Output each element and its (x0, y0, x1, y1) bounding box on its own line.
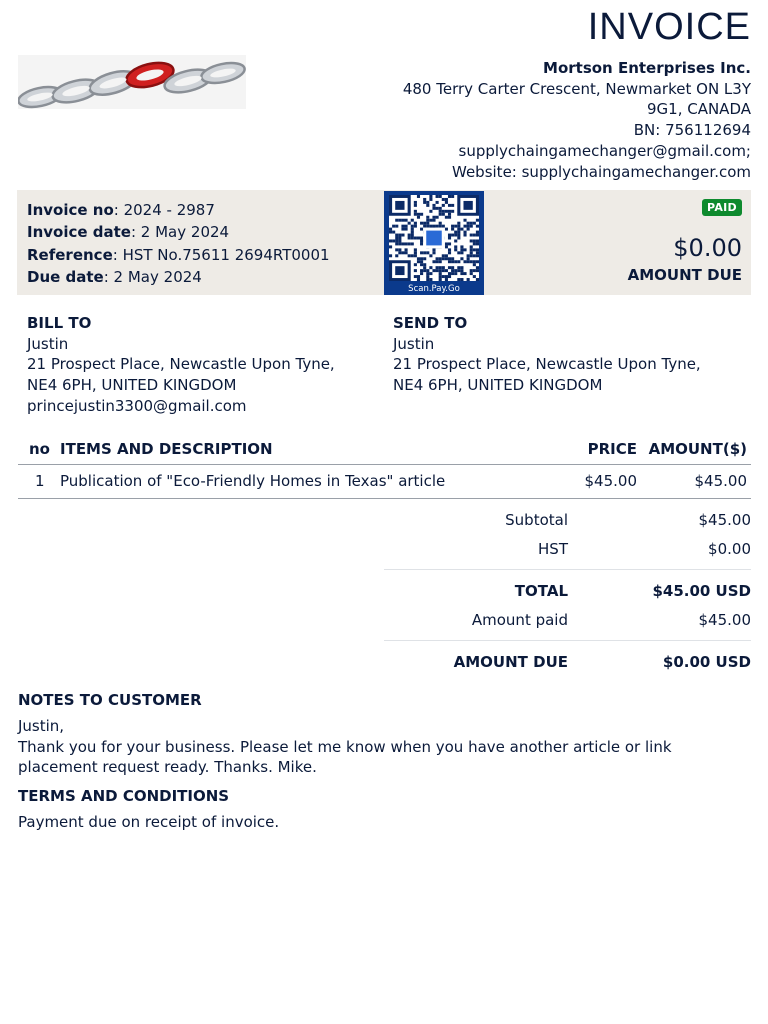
bill-to-email[interactable]: princejustin3300@gmail.com (27, 396, 247, 415)
terms-header: TERMS AND CONDITIONS (18, 787, 230, 805)
company-info (403, 58, 751, 182)
status-badge: PAID (702, 199, 742, 216)
amount-due-value: $0.00 (673, 234, 742, 262)
table-bottom-divider (18, 498, 751, 499)
col-header-no: no (29, 440, 50, 458)
total-label: TOTAL (514, 582, 568, 600)
bill-to-header: BILL TO (27, 314, 92, 332)
row-description: Publication of "Eco-Friendly Homes in Texas" article (60, 472, 446, 490)
company-bn: BN: 756112694 (633, 121, 751, 140)
row-no: 1 (35, 472, 45, 490)
col-header-description: ITEMS AND DESCRIPTION (60, 440, 273, 458)
due-date-label: Due date (27, 267, 104, 286)
due-date-value: : 2 May 2024 (103, 267, 202, 286)
send-to-header: SEND TO (393, 314, 468, 332)
qr-code-icon (389, 195, 479, 281)
notes-line2: Thank you for your business. Please let me know when you have another article or link (18, 737, 672, 756)
bill-to-section (27, 313, 335, 417)
invoice-meta (27, 199, 330, 288)
send-to-line2: NE4 6PH, UNITED KINGDOM (393, 376, 603, 395)
invoice-title: INVOICE (587, 6, 751, 48)
notes-body (18, 716, 718, 778)
amount-due-label: AMOUNT DUE (627, 266, 742, 284)
payment-qr-code[interactable] (384, 191, 484, 295)
bill-to-line2: NE4 6PH, UNITED KINGDOM (27, 376, 237, 395)
total-value: $45.00 USD (652, 582, 751, 600)
invoice-no-value: : 2024 - 2987 (113, 201, 215, 219)
company-address-line2: 9G1, CANADA (646, 100, 751, 119)
final-amount-due-label: AMOUNT DUE (453, 653, 568, 671)
company-website[interactable]: Website: supplychaingamechanger.com (452, 162, 751, 181)
notes-line3: placement request ready. Thanks. Mike. (18, 758, 317, 777)
amount-paid-value: $45.00 (698, 611, 751, 629)
subtotal-value: $45.00 (698, 511, 751, 529)
send-to-name: Justin (393, 334, 435, 353)
send-to-section (393, 313, 701, 396)
notes-header: NOTES TO CUSTOMER (18, 691, 202, 709)
invoice-date-value: : 2 May 2024 (130, 223, 230, 242)
hst-label: HST (538, 540, 568, 558)
reference-value: : HST No.75611 2694RT0001 (112, 245, 330, 264)
amount-paid-label: Amount paid (471, 611, 568, 629)
send-to-line1: 21 Prospect Place, Newcastle Upon Tyne, (393, 355, 701, 374)
bill-to-name: Justin (27, 334, 69, 353)
bill-to-line1: 21 Prospect Place, Newcastle Upon Tyne, (27, 355, 335, 374)
totals-divider (384, 569, 751, 570)
hst-value: $0.00 (708, 540, 751, 558)
qr-caption: Scan.Pay.Go (408, 284, 460, 294)
totals-divider-2 (384, 640, 751, 641)
row-amount: $45.00 (694, 472, 747, 490)
row-price: $45.00 (584, 472, 637, 490)
col-header-price: PRICE (587, 440, 637, 458)
invoice-date-label: Invoice date (27, 223, 131, 242)
reference-label: Reference (27, 245, 113, 264)
terms-body: Payment due on receipt of invoice. (18, 813, 280, 831)
company-address-line1: 480 Terry Carter Crescent, Newmarket ON L3Y (402, 79, 751, 98)
final-amount-due-value: $0.00 USD (662, 653, 751, 671)
company-name: Mortson Enterprises Inc. (543, 59, 751, 77)
invoice-no-label: Invoice no (27, 201, 114, 219)
table-header-divider (18, 464, 751, 465)
notes-line1: Justin, (18, 717, 65, 735)
chain-logo (18, 55, 246, 109)
col-header-amount: AMOUNT($) (648, 440, 747, 458)
company-email[interactable]: supplychaingamechanger@gmail.com; (458, 141, 751, 160)
subtotal-label: Subtotal (505, 511, 568, 529)
